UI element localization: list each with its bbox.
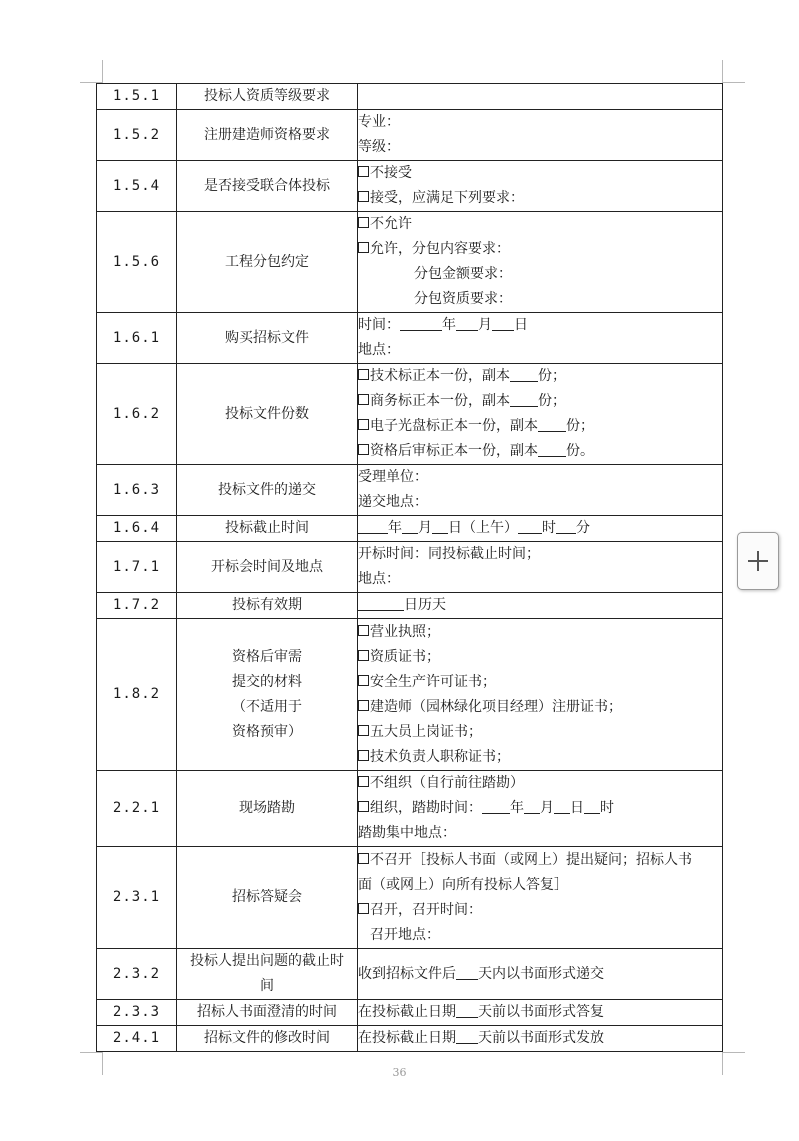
option-label: 不允许 <box>370 216 412 232</box>
clause-item: 开标会时间及地点 <box>177 542 358 593</box>
option-label: 建造师（园林绿化项目经理）注册证书； <box>370 698 622 715</box>
clause-content[interactable] <box>358 619 723 771</box>
table-row <box>97 110 723 161</box>
clause-number: 1.5.2 <box>97 110 177 161</box>
content-text: 在投标截止日期 <box>358 1030 456 1046</box>
clause-content[interactable] <box>358 161 723 212</box>
fill-blank[interactable] <box>456 1029 478 1044</box>
table-row <box>97 542 723 593</box>
option-label: 接受，应满足下列要求： <box>370 190 524 206</box>
checkbox-icon[interactable] <box>358 700 369 711</box>
option-label: 不召开［投标人书面（或网上）提出疑问；招标人书 <box>370 851 692 868</box>
content-text: 月 <box>418 520 432 536</box>
fill-blank[interactable] <box>400 316 442 331</box>
content-text: 年 <box>442 317 456 333</box>
clause-content[interactable] <box>358 1026 723 1052</box>
clause-item: 工程分包约定 <box>177 212 358 313</box>
clause-number: 1.6.4 <box>97 516 177 542</box>
content-line: 分包资质要求： <box>414 291 512 307</box>
table-row <box>97 516 723 542</box>
content-line: 开标时间：同投标截止时间； <box>358 546 540 562</box>
content-line: 等级： <box>358 139 400 155</box>
clause-number: 2.4.1 <box>97 1026 177 1052</box>
content-line: 递交地点： <box>358 494 428 510</box>
content-line: 专业： <box>358 114 400 130</box>
item-line: （不适用于 <box>232 698 302 715</box>
clause-content[interactable] <box>358 847 723 949</box>
option-label: 资质证书； <box>370 648 440 665</box>
checkbox-icon[interactable] <box>358 725 369 736</box>
fill-blank[interactable] <box>358 596 404 611</box>
table-row <box>97 465 723 516</box>
clause-content[interactable] <box>358 313 723 364</box>
table-row <box>97 1026 723 1052</box>
fill-blank[interactable] <box>510 367 538 382</box>
clause-number: 1.5.6 <box>97 212 177 313</box>
content-text: 年 <box>388 520 402 536</box>
fill-blank[interactable] <box>402 519 418 534</box>
option-label: 商务标正本一份，副本 <box>370 393 510 409</box>
bid-data-table <box>96 83 723 1052</box>
content-line: 地点： <box>358 342 400 358</box>
checkbox-icon[interactable] <box>358 217 369 228</box>
add-button[interactable] <box>737 532 779 590</box>
clause-number: 1.6.3 <box>97 465 177 516</box>
fill-blank[interactable] <box>554 799 570 814</box>
item-line: 资格预审） <box>232 723 302 740</box>
option-label: 技术负责人职称证书； <box>370 748 510 765</box>
content-line: 受理单位： <box>358 469 428 485</box>
clause-item: 投标文件份数 <box>177 364 358 465</box>
checkbox-icon[interactable] <box>358 650 369 661</box>
clause-number: 1.6.1 <box>97 313 177 364</box>
clause-number: 1.6.2 <box>97 364 177 465</box>
option-label: 技术标正本一份，副本 <box>370 368 510 384</box>
option-label: 电子光盘标正本一份，副本 <box>370 418 538 434</box>
fill-blank[interactable] <box>518 519 542 534</box>
option-label: 允许，分包内容要求： <box>370 241 510 257</box>
content-text: 分 <box>576 520 590 536</box>
fill-blank[interactable] <box>358 519 388 534</box>
checkbox-icon[interactable] <box>358 394 369 405</box>
checkbox-icon[interactable] <box>358 444 369 455</box>
checkbox-icon[interactable] <box>358 776 369 787</box>
plus-icon <box>746 549 770 573</box>
clause-item: 是否接受联合体投标 <box>177 161 358 212</box>
checkbox-icon[interactable] <box>358 750 369 761</box>
clause-item: 投标截止时间 <box>177 516 358 542</box>
fill-blank[interactable] <box>492 316 514 331</box>
fill-blank[interactable] <box>456 316 478 331</box>
content-text: 时 <box>542 520 556 536</box>
table-row <box>97 1000 723 1026</box>
fill-blank[interactable] <box>584 799 600 814</box>
option-label: 资格后审标正本一份，副本 <box>370 443 538 459</box>
clause-number: 1.5.4 <box>97 161 177 212</box>
clause-item: 投标有效期 <box>177 593 358 619</box>
checkbox-icon[interactable] <box>358 369 369 380</box>
content-text: 月 <box>478 317 492 333</box>
checkbox-icon[interactable] <box>358 801 369 812</box>
content-text: 年 <box>510 800 524 816</box>
checkbox-icon[interactable] <box>358 242 369 253</box>
table-row <box>97 847 723 949</box>
clause-item: 招标文件的修改时间 <box>177 1026 358 1052</box>
option-label: 份； <box>538 368 566 384</box>
content-text: 收到招标文件后 <box>358 965 456 982</box>
clause-item: 招标答疑会 <box>177 847 358 949</box>
clause-content[interactable] <box>358 84 723 110</box>
clause-number: 1.5.1 <box>97 84 177 110</box>
content-text: 日历天 <box>404 597 446 613</box>
checkbox-icon[interactable] <box>358 191 369 202</box>
clause-content[interactable] <box>358 465 723 516</box>
option-label: 召开，召开时间： <box>370 901 482 918</box>
option-label: 份。 <box>566 443 594 459</box>
item-line: 资格后审需 <box>232 648 302 665</box>
content-line: 地点： <box>358 571 400 587</box>
item-line: 提交的材料 <box>232 673 302 690</box>
clause-number: 1.8.2 <box>97 619 177 771</box>
content-text: 时间： <box>358 317 400 333</box>
corner-mark-top-right <box>722 60 745 83</box>
clause-item: 现场踏勘 <box>177 771 358 847</box>
fill-blank[interactable] <box>432 519 448 534</box>
clause-number: 2.2.1 <box>97 771 177 847</box>
clause-item: 购买招标文件 <box>177 313 358 364</box>
option-label: 五大员上岗证书； <box>370 723 482 740</box>
content-line: 召开地点： <box>370 926 440 943</box>
clause-content[interactable] <box>358 1000 723 1026</box>
option-label: 不组织（自行前往踏勘） <box>370 775 524 791</box>
content-text: 日 <box>570 800 584 816</box>
content-text: 日（上午） <box>448 520 518 536</box>
clause-item: 投标文件的递交 <box>177 465 358 516</box>
clause-item: 注册建造师资格要求 <box>177 110 358 161</box>
clause-content[interactable] <box>358 771 723 847</box>
content-text: 月 <box>540 800 554 816</box>
table-row <box>97 949 723 1000</box>
clause-item: 招标人书面澄清的时间 <box>177 1000 358 1026</box>
option-label: 营业执照； <box>370 623 440 640</box>
fill-blank[interactable] <box>556 519 576 534</box>
content-text: 时 <box>600 800 614 816</box>
table-row <box>97 212 723 313</box>
content-line: 踏勘集中地点： <box>358 825 456 841</box>
page-number: 36 <box>392 1066 407 1079</box>
checkbox-icon[interactable] <box>358 853 369 864</box>
fill-blank[interactable] <box>538 442 566 457</box>
clause-number: 2.3.2 <box>97 949 177 1000</box>
table-row <box>97 313 723 364</box>
checkbox-icon[interactable] <box>358 675 369 686</box>
content-text: 在投标截止日期 <box>358 1004 456 1020</box>
option-label: 组织，踏勘时间： <box>370 800 482 816</box>
fill-blank[interactable] <box>482 799 510 814</box>
clause-content[interactable] <box>358 212 723 313</box>
item-line: 投标人提出问题的截止时 <box>190 953 344 969</box>
content-text: 天内以书面形式递交 <box>478 965 604 982</box>
clause-number: 1.7.1 <box>97 542 177 593</box>
clause-number: 2.3.1 <box>97 847 177 949</box>
checkbox-icon[interactable] <box>358 419 369 430</box>
content-line: 分包金额要求： <box>414 266 512 282</box>
clause-content[interactable] <box>358 949 723 1000</box>
checkbox-icon[interactable] <box>358 625 369 636</box>
item-line: 间 <box>260 978 274 994</box>
table-row <box>97 593 723 619</box>
table-row <box>97 364 723 465</box>
fill-blank[interactable] <box>456 965 478 980</box>
table-row <box>97 619 723 771</box>
clause-number: 1.7.2 <box>97 593 177 619</box>
content-text: 天前以书面形式发放 <box>478 1030 604 1046</box>
fill-blank[interactable] <box>510 392 538 407</box>
checkbox-icon[interactable] <box>358 903 369 914</box>
fill-blank[interactable] <box>456 1003 478 1018</box>
checkbox-icon[interactable] <box>358 166 369 177</box>
table-row <box>97 84 723 110</box>
fill-blank[interactable] <box>524 799 540 814</box>
table-row <box>97 161 723 212</box>
option-label: 份； <box>538 393 566 409</box>
content-line: 面（或网上）向所有投标人答复］ <box>358 876 568 893</box>
table-row <box>97 771 723 847</box>
corner-mark-top-left <box>80 60 103 83</box>
clause-content[interactable] <box>358 110 723 161</box>
clause-item <box>177 949 358 1000</box>
clause-content[interactable] <box>358 516 723 542</box>
clause-item: 投标人资质等级要求 <box>177 84 358 110</box>
clause-item <box>177 619 358 771</box>
option-label: 不接受 <box>370 165 412 181</box>
option-label: 安全生产许可证书； <box>370 673 496 690</box>
option-label: 份； <box>566 418 594 434</box>
clause-number: 2.3.3 <box>97 1000 177 1026</box>
fill-blank[interactable] <box>538 417 566 432</box>
clause-content[interactable] <box>358 593 723 619</box>
clause-content[interactable] <box>358 364 723 465</box>
content-text: 天前以书面形式答复 <box>478 1004 604 1020</box>
content-text: 日 <box>514 317 528 333</box>
clause-content[interactable] <box>358 542 723 593</box>
